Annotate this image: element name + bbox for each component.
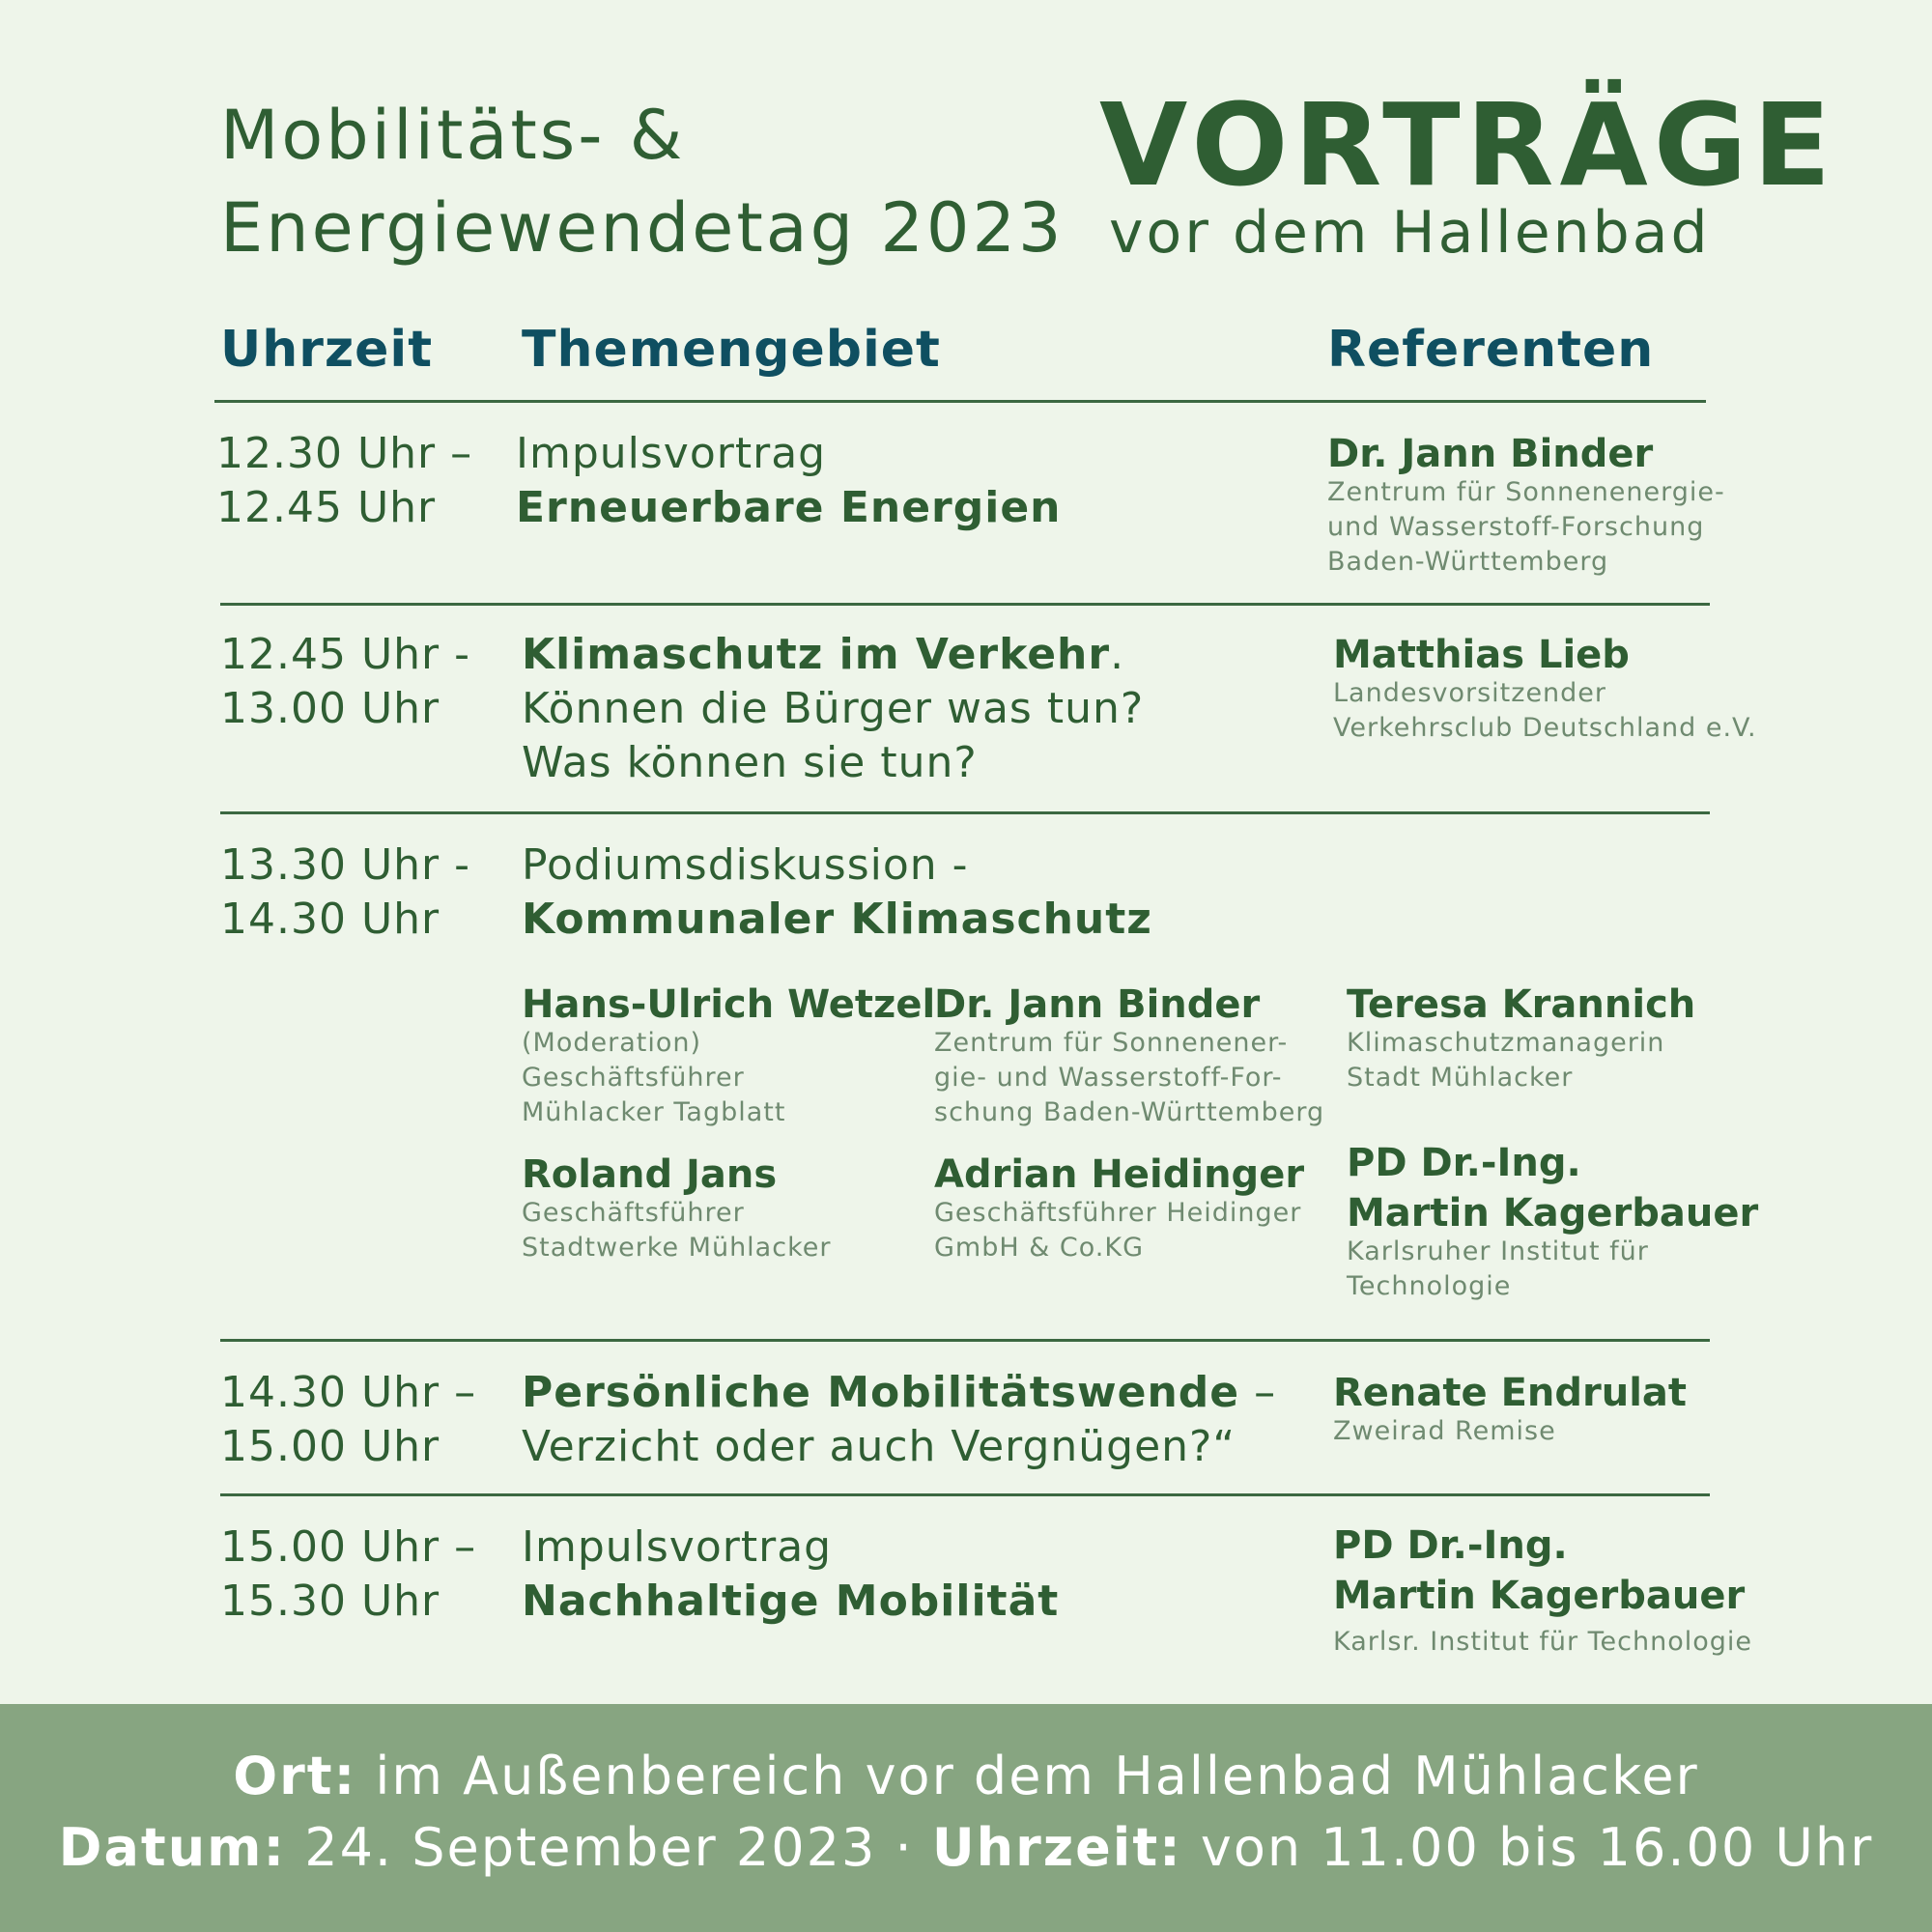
speaker-name: Renate Endrulat — [1333, 1371, 1688, 1415]
row-divider — [220, 1339, 1710, 1342]
panelist-name: Adrian Heidinger — [934, 1152, 1305, 1197]
panelist-info: Geschäftsführer — [522, 1063, 745, 1093]
panelist-name: Teresa Krannich — [1347, 982, 1696, 1027]
row-topic-punct: . — [1110, 630, 1125, 679]
speaker-affiliation: Zweirad Remise — [1333, 1416, 1556, 1446]
panelist-title: PD Dr.-Ing. — [1347, 1141, 1581, 1185]
row-time-start: 13.30 Uhr - — [220, 840, 470, 890]
speaker-affiliation: Zentrum für Sonnenenergie- — [1327, 477, 1725, 507]
row-time-end: 14.30 Uhr — [220, 895, 440, 944]
speaker-affiliation: Verkehrsclub Deutschland e.V. — [1333, 713, 1757, 743]
panelist-info: Karlsruher Institut für — [1347, 1236, 1649, 1266]
row-time-start: 14.30 Uhr – — [220, 1368, 477, 1417]
row-topic-line: Was können sie tun? — [522, 738, 978, 787]
row-topic-bold: Klimaschutz im Verkehr — [522, 630, 1111, 679]
column-header-topic: Themengebiet — [522, 321, 941, 379]
speaker-affiliation: Karlsr. Institut für Technologie — [1333, 1627, 1753, 1657]
row-topic-line: Können die Bürger was tun? — [522, 684, 1145, 733]
panelist-name: Martin Kagerbauer — [1347, 1191, 1759, 1236]
row-time-end: 13.00 Uhr — [220, 684, 440, 733]
row-topic-bold: Persönliche Mobilitätswende — [522, 1368, 1240, 1417]
panelist-name: Roland Jans — [522, 1152, 778, 1197]
time-value: von 11.00 bis 16.00 Uhr — [1181, 1817, 1874, 1878]
header-divider — [214, 400, 1706, 403]
speaker-name: Matthias Lieb — [1333, 633, 1630, 677]
page-heading: VORTRÄGE — [1099, 78, 1837, 212]
row-time-start: 12.30 Uhr – — [216, 429, 473, 478]
row-topic-title: Kommunaler Klimaschutz — [522, 895, 1152, 944]
row-time-end: 15.00 Uhr — [220, 1422, 440, 1471]
speaker-name: Martin Kagerbauer — [1333, 1574, 1746, 1618]
date-label: Datum: — [58, 1817, 287, 1878]
panelist-info: (Moderation) — [522, 1028, 701, 1058]
panelist-info: Mühlacker Tagblatt — [522, 1097, 786, 1127]
panelist-info: Stadtwerke Mühlacker — [522, 1233, 832, 1263]
panelist-name: Dr. Jann Binder — [934, 982, 1261, 1027]
row-time-start: 15.00 Uhr – — [220, 1522, 477, 1572]
row-topic-title: Erneuerbare Energien — [516, 483, 1062, 532]
row-topic-title: Nachhaltige Mobilität — [522, 1577, 1060, 1626]
row-divider — [220, 603, 1710, 606]
event-title-line1: Mobilitäts- & — [220, 96, 686, 175]
page-subheading: vor dem Hallenbad — [1109, 199, 1711, 267]
column-header-time: Uhrzeit — [220, 321, 434, 379]
panelist-info: Geschäftsführer — [522, 1198, 745, 1228]
location-label: Ort: — [233, 1746, 357, 1806]
panelist-info: Stadt Mühlacker — [1347, 1063, 1574, 1093]
panelist-info: GmbH & Co.KG — [934, 1233, 1144, 1263]
event-title-line2: Energiewendetag 2023 — [220, 188, 1065, 268]
footer-date-time — [0, 1814, 1932, 1882]
panelist-info: schung Baden-Württemberg — [934, 1097, 1325, 1127]
footer-location — [0, 1743, 1932, 1810]
panelist-info: Zentrum für Sonnenener- — [934, 1028, 1289, 1058]
row-topic-type: Impulsvortrag — [516, 429, 827, 478]
panelist-name: Hans-Ulrich Wetzel — [522, 982, 936, 1027]
location-value: im Außenbereich vor dem Hallenbad Mühlacker — [356, 1746, 1699, 1806]
time-label: Uhrzeit: — [931, 1817, 1182, 1878]
row-divider — [220, 1493, 1710, 1496]
column-header-speakers: Referenten — [1327, 321, 1655, 379]
row-time-end: 12.45 Uhr — [216, 483, 437, 532]
row-topic-type: Podiumsdiskussion - — [522, 840, 969, 890]
speaker-affiliation: Landesvorsitzender — [1333, 678, 1607, 708]
row-time-end: 15.30 Uhr — [220, 1577, 440, 1626]
panelist-info: Geschäftsführer Heidinger — [934, 1198, 1302, 1228]
row-topic-dash: – — [1239, 1368, 1277, 1417]
row-topic-line: Verzicht oder auch Vergnügen?“ — [522, 1422, 1236, 1471]
row-topic-title — [522, 628, 1124, 682]
row-topic-title — [522, 1366, 1276, 1420]
row-time-start: 12.45 Uhr - — [220, 630, 470, 679]
date-value: 24. September 2023 · — [286, 1817, 932, 1878]
panelist-info: Technologie — [1347, 1271, 1512, 1301]
row-topic-type: Impulsvortrag — [522, 1522, 833, 1572]
speaker-name: Dr. Jann Binder — [1327, 432, 1654, 476]
speaker-affiliation: Baden-Württemberg — [1327, 547, 1609, 577]
panelist-info: gie- und Wasserstoff-For- — [934, 1063, 1283, 1093]
panelist-info: Klimaschutzmanagerin — [1347, 1028, 1665, 1058]
row-divider — [220, 811, 1710, 814]
footer-banner — [0, 1704, 1932, 1932]
speaker-affiliation: und Wasserstoff-Forschung — [1327, 512, 1705, 542]
speaker-title: PD Dr.-Ing. — [1333, 1523, 1568, 1568]
